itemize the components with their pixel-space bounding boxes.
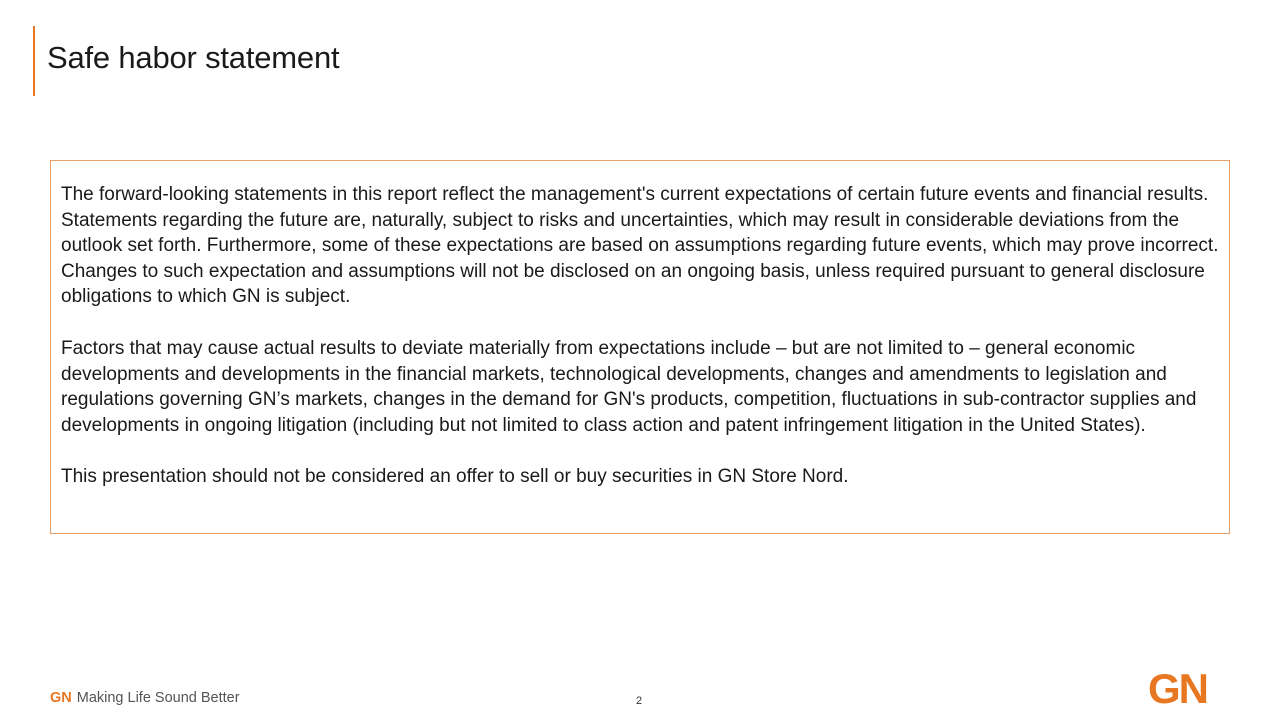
footer-branding xyxy=(50,690,240,706)
page-title: Safe habor statement xyxy=(47,40,340,75)
statement-paragraph-risk-factors: Factors that may cause actual results to deviate materially from expectations include – but are not limited to – general economic developments and developments in the financial markets, technological developments, changes and amendments to legislation and regulations governing GN’s markets, changes in the demand for GN's products, competition, fluctuations in sub-contractor supplies and developments in ongoing litigation (including but not limited to class action and patent infringement litigation in the United States). xyxy=(61,337,1197,436)
gn-logo: GN xyxy=(1148,665,1207,712)
footer-tagline: Making Life Sound Better xyxy=(76,690,240,706)
statement-paragraph-no-offer: This presentation should not be considered an offer to sell or buy securities in GN Store Nord. xyxy=(61,466,849,488)
safe-harbor-statement-box xyxy=(50,160,1230,534)
title-accent-bar xyxy=(33,26,35,96)
footer-brand-mark: GN xyxy=(50,690,72,706)
statement-paragraph-forward-looking: The forward-looking statements in this report reflect the management's current expectations of certain future events and financial results. Statements regarding the future are, naturally, subject to risks and uncertainties, which may result in considerable deviations from the outlook set forth. Furthermore, some of these expectations are based on assumptions regarding future events, which may prove incorrect. Changes to such expectation and assumptions will not be disclosed on an ongoing basis, unless required pursuant to general disclosure obligations to which GN is subject. xyxy=(61,184,1219,308)
page-number: 2 xyxy=(636,695,643,707)
